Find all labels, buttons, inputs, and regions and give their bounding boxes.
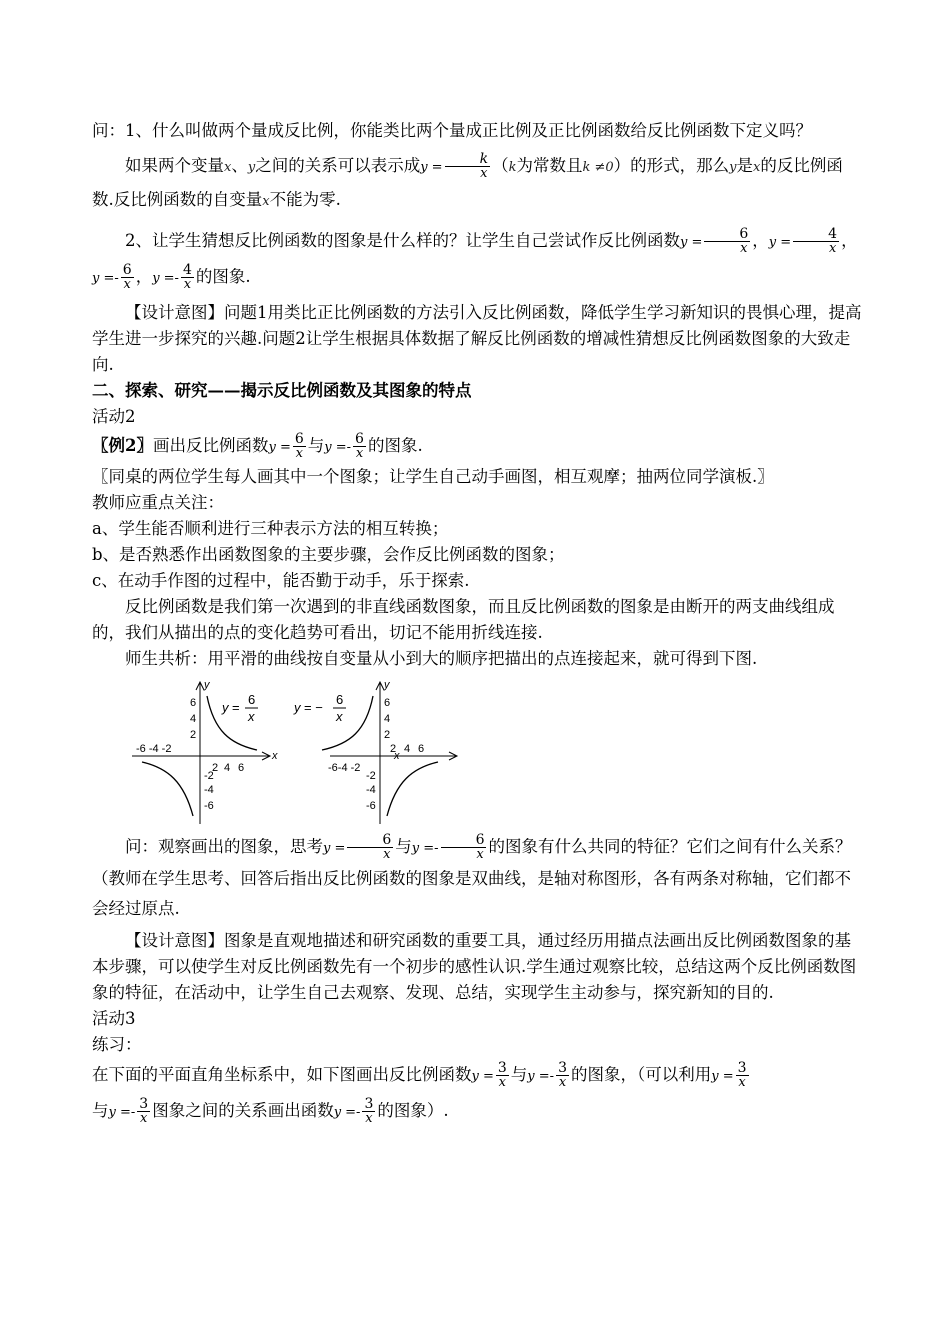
numerator: 4 [793,227,839,242]
numerator: 4 [182,262,192,278]
design-intent-1: 【设计意图】问题1用类比正比例函数的方法引入反比例函数，降低学生学习新知识的畏惧心理，提高学生进一步探究的兴趣.问题2让学生根据具体数据了解反比例函数的增减性猜想反比例函数图象的大致走向. [92,303,862,374]
document-body [92,118,864,1130]
text: 为常数且 [516,156,583,175]
right-equation-eq: = − [304,700,323,715]
y-tick-label: -4 [366,784,376,796]
formula-y: y =- [333,1105,361,1120]
definition-paragraph [92,150,864,218]
text: 图象之间的关系画出函数 [152,1101,334,1120]
denominator: x [558,1075,567,1090]
text: ， [135,267,153,286]
var-x: x [753,160,761,175]
denominator: x [295,446,303,461]
text: 、 [231,156,248,175]
right-equation-den: x [336,709,343,724]
fraction [704,227,750,256]
y-tick-label: -2 [366,770,376,782]
text: ， [752,231,769,250]
denominator: x [480,166,488,181]
x-tick-label: 6 [418,743,425,755]
curve-note: 反比例函数是我们第一次遇到的非直线函数图象，而且反比例函数的图象是由断开的两支曲线组成的，我们从描出的点的变化趋势可看出，切记不能用折线连接. [92,597,835,642]
practice-instruction-cont [92,1094,864,1130]
numerator: 3 [364,1096,374,1112]
fraction [181,263,194,292]
text: 与 [395,837,412,856]
fraction [293,432,306,461]
focus-item-b: b、是否熟悉作出函数图象的主要步骤，会作反比例函数的图象； [92,545,565,564]
var-k: k [508,160,517,175]
x-axis-label: x [394,750,400,762]
y-tick-label: 6 [190,697,197,709]
text: 的图象）. [377,1101,449,1120]
right-equation-num: 6 [336,692,344,707]
activity-3-label: 活动3 [92,1009,136,1028]
denominator: x [476,847,484,862]
numerator: 3 [737,1060,747,1076]
desk-mates-note: 〖同桌的两位学生每人画其中一个图象；让学生自己动手画图，相互观摩；抽两位同学演板.〗 [92,467,774,486]
x-tick-label: 6 [238,762,245,774]
fraction [353,432,366,461]
numerator: 6 [294,431,304,447]
y-axis-label: y [204,679,210,691]
teacher-focus: 教师应重点关注： [92,493,224,512]
example-2 [92,430,864,464]
right-branch-q4 [387,762,438,816]
denominator: x [383,847,391,862]
practice-instruction [92,1058,864,1094]
hyperbola-svg [122,676,522,826]
denominator: x [123,277,131,292]
y-axis-label: y [384,679,390,691]
text: 不能为零. [269,190,341,209]
left-equation-y: y [222,700,229,715]
left-equation-eq: = [232,700,240,715]
right-equation-y: y [294,700,301,715]
text: 2、让学生猜想反比例函数的图象是什么样的？让学生自己尝试作反比例函数 [125,231,680,250]
left-equation-den: x [248,709,255,724]
x-axis-label: x [272,750,278,762]
activity-2-label: 活动2 [92,407,136,426]
text: ， [841,231,858,250]
joint-analysis: 师生共析：用平滑的曲线按自变量从小到大的顺序把描出的点连接起来，就可得到下图. [125,649,758,668]
left-equation-num: 6 [248,692,256,707]
formula-y: y = [323,841,346,856]
example-tag: 〖例2〗 [92,436,153,455]
numerator: k [445,152,490,167]
x-tick-label: 2 [390,743,397,755]
text: 与 [510,1065,528,1084]
denominator: x [828,241,837,256]
formula-y: y = [680,235,703,250]
numerator: 3 [497,1060,507,1076]
numerator: 6 [704,227,750,242]
text: 与 [307,436,325,455]
y-tick-label: 4 [190,713,197,725]
x-tick-label: 4 [404,743,411,755]
text: 如果两个变量 [125,156,224,175]
focus-item-c: c、在动手作图的过程中，能否勤于动手，乐于探索. [92,571,470,590]
fraction-k-over-x [445,152,490,181]
formula-y: y =- [152,271,179,286]
formula-y: y =- [527,1069,555,1084]
text: 的图象. [367,436,423,455]
observation-question [92,832,864,924]
fraction [441,833,487,862]
denominator: x [365,1111,373,1126]
question-2 [92,224,864,260]
formula-y: y = [471,1069,494,1084]
numerator: 6 [355,431,364,447]
text: 的反比例函数.反比例函数的自变量 [92,156,843,209]
text: 的图象有什么共同的特征？它们之间有什么关系？（教师在学生思考、回答后指出反比例函数的图象是双曲线，是轴对称图形，各有两条对称轴，它们都不会经过原点. [92,837,852,918]
formula-y: y =- [108,1105,136,1120]
x-tick-label: 2 [212,762,219,774]
var-x: x [262,194,270,209]
text: 是 [736,156,753,175]
practice-label: 练习： [92,1035,142,1054]
var-y: y [729,160,737,175]
design-intent-2: 【设计意图】图象是直观地描述和研究函数的重要工具，通过经历用描点法画出反比例函数图象的基本步骤，可以使学生对反比例函数先有一个初步的感性认识.学生通过观察比较，总结这两个反比例函数图象的特征，在活动中，让学生自己去观察、发现、总结，实现学生主动参与，探究新知的目的. [92,931,857,1002]
question-1: 问：1、什么叫做两个量成反比例，你能类比两个量成正比例及正比例函数给反比例函数下定义吗？ [92,121,812,140]
section-heading: 二、探索、研究——揭示反比例函数及其图象的特点 [92,381,472,400]
numerator: 6 [347,833,393,848]
text: 与 [92,1101,109,1120]
numerator: 6 [441,833,487,848]
fraction [736,1061,749,1090]
fraction [121,263,134,292]
formula-y: y = [711,1069,734,1084]
x-tick-label: 4 [224,762,231,774]
formula-y: y = [420,160,443,175]
denominator: x [183,277,192,292]
fraction [347,833,393,862]
formula-y: y = [268,440,291,455]
numerator: 6 [122,262,132,278]
denominator: x [140,1111,148,1126]
formula-y: y =- [92,271,119,286]
denominator: x [738,1075,746,1090]
denominator: x [740,241,748,256]
text: 的图象，（可以利用 [570,1065,712,1084]
numerator: 3 [558,1060,567,1076]
fraction [362,1097,375,1126]
k-not-zero: k ≠0 [582,160,614,175]
text: 在下面的平面直角坐标系中，如下图画出反比例函数 [92,1065,472,1084]
x-tick-labels-negative: -6 -4 -2 [136,743,172,755]
y-tick-label: -4 [204,784,214,796]
text: 画出反比例函数 [152,436,269,455]
right-branch-q2 [322,696,373,750]
fraction [793,227,839,256]
formula-y: y =- [324,440,352,455]
y-tick-label: 2 [384,729,391,741]
text: 的图象. [195,267,251,286]
y-tick-label: 4 [384,713,391,725]
text: ）的形式，那么 [613,156,730,175]
formula-y: y =- [411,841,439,856]
fraction [556,1061,569,1090]
denominator: x [498,1075,506,1090]
var-x: x [224,160,232,175]
x-tick-labels-negative: -6-4 -2 [328,762,361,774]
focus-item-a: a、学生能否顺利进行三种表示方法的相互转换； [92,519,449,538]
var-y: y [247,160,256,175]
y-tick-label: -6 [366,800,376,812]
y-tick-label: 2 [190,729,197,741]
numerator: 3 [139,1096,149,1112]
fraction [496,1061,509,1090]
denominator: x [355,446,364,461]
formula-y: y = [768,235,792,250]
text: 之间的关系可以表示成 [255,156,421,175]
text: （ [492,156,509,175]
text: 问：观察画出的图象，思考 [125,837,323,856]
fraction [137,1097,150,1126]
left-branch-q3 [142,762,193,816]
y-tick-label: 6 [384,697,391,709]
hyperbola-figures [92,676,864,826]
y-tick-label: -6 [204,800,214,812]
question-2-cont [92,260,864,296]
y-tick-label: -2 [204,770,214,782]
